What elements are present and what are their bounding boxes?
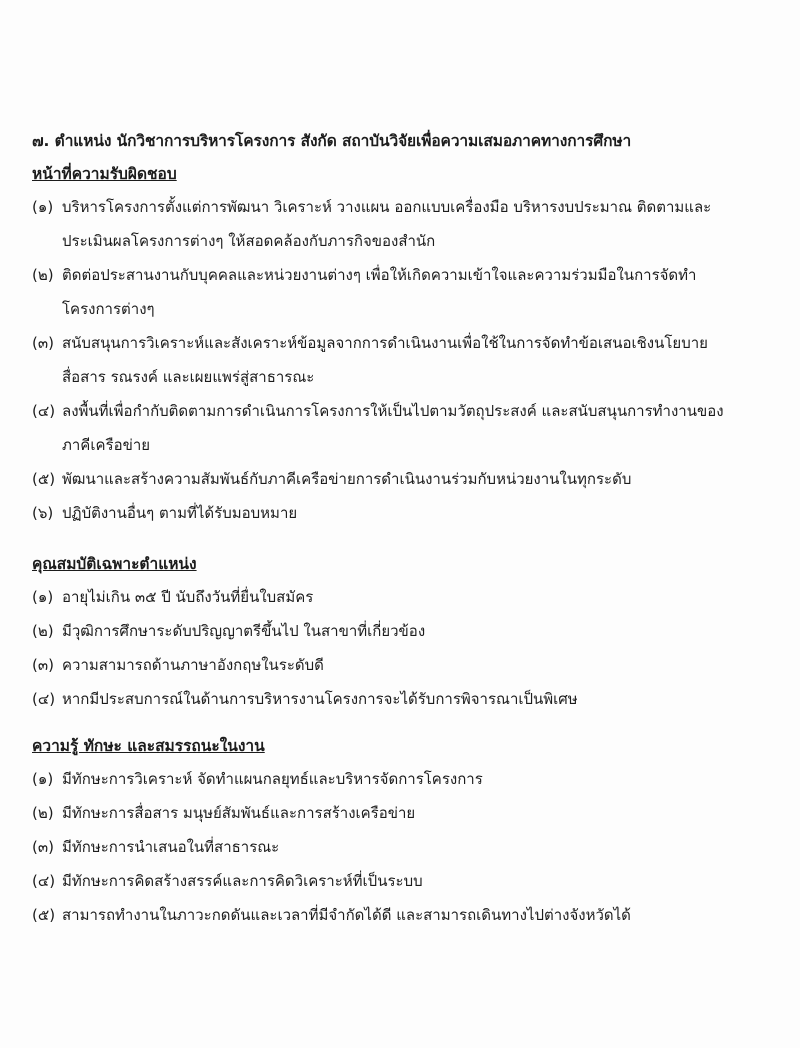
list-item — [32, 190, 794, 258]
item-number: (๔) — [32, 690, 56, 708]
item-text — [62, 830, 794, 864]
item-text — [62, 796, 794, 830]
item-text-line: มีทักษะการวิเคราะห์ จัดทำแผนกลยุทธ์และบริหารจัดการโครงการ — [62, 770, 483, 788]
section-spacer — [32, 716, 794, 730]
item-text-line: ลงพื้นที่เพื่อกำกับติดตามการดำเนินการโครงการให้เป็นไปตามวัตถุประสงค์ และสนับสนุนการทำงานของ — [62, 402, 724, 420]
item-text — [62, 258, 794, 326]
item-text-line: ติดต่อประสานงานกับบุคคลและหน่วยงานต่างๆ เพื่อให้เกิดความเข้าใจและความร่วมมือในการจัดทำ — [62, 266, 697, 284]
list-item — [32, 580, 794, 614]
section-heading-skills: ความรู้ ทักษะ และสมรรถนะในงาน — [32, 737, 265, 755]
item-number: (๑) — [32, 588, 54, 606]
item-text-line: สามารถทำงานในภาวะกดดันและเวลาที่มีจำกัดได้ดี และสามารถเดินทางไปต่างจังหวัดได้ — [62, 906, 631, 924]
section-heading-responsibilities: หน้าที่ความรับผิดชอบ — [32, 165, 177, 183]
item-text-line: มีทักษะการสื่อสาร มนุษย์สัมพันธ์และการสร้างเครือข่าย — [62, 804, 416, 822]
list-item — [32, 762, 794, 796]
document-body — [32, 124, 794, 932]
item-text-line: มีทักษะการคิดสร้างสรรค์และการคิดวิเคราะห์ที่เป็นระบบ — [62, 872, 423, 890]
item-text-line: มีทักษะการนำเสนอในที่สาธารณะ — [62, 838, 280, 856]
item-number: (๕) — [32, 906, 56, 924]
list-item — [32, 898, 794, 932]
item-text-line: ประเมินผลโครงการต่างๆ ให้สอดคล้องกับภารกิจของสำนัก — [62, 232, 436, 250]
item-number: (๑) — [32, 770, 54, 788]
list-item — [32, 258, 794, 326]
item-text-line: มีวุฒิการศึกษาระดับปริญญาตรีขึ้นไป ในสาขาที่เกี่ยวข้อง — [62, 622, 426, 640]
list-item — [32, 496, 794, 530]
item-text-line: โครงการต่างๆ — [62, 300, 155, 318]
item-number: (๒) — [32, 622, 54, 640]
item-text — [62, 580, 794, 614]
item-number: (๓) — [32, 334, 54, 352]
list-item — [32, 326, 794, 394]
item-text-line: พัฒนาและสร้างความสัมพันธ์กับภาคีเครือข่ายการดำเนินงานร่วมกับหน่วยงานในทุกระดับ — [62, 470, 632, 488]
list-item — [32, 796, 794, 830]
item-number: (๖) — [32, 504, 54, 522]
item-text — [62, 682, 794, 716]
item-text — [62, 496, 794, 530]
section-heading-qualifications: คุณสมบัติเฉพาะตำแหน่ง — [32, 555, 197, 573]
item-text — [62, 864, 794, 898]
list-item — [32, 864, 794, 898]
item-text-line: ความสามารถด้านภาษาอังกฤษในระดับดี — [62, 656, 324, 674]
item-text-line: ภาคีเครือข่าย — [62, 436, 151, 454]
item-number: (๔) — [32, 402, 56, 420]
item-text — [62, 648, 794, 682]
list-item — [32, 394, 794, 462]
item-number: (๒) — [32, 266, 54, 284]
item-number: (๔) — [32, 872, 56, 890]
item-number: (๓) — [32, 656, 54, 674]
item-text — [62, 190, 794, 258]
item-text — [62, 762, 794, 796]
item-text-line: สนับสนุนการวิเคราะห์และสังเคราะห์ข้อมูลจากการดำเนินงานเพื่อใช้ในการจัดทำข้อเสนอเชิงนโยบาย — [62, 334, 708, 352]
item-text — [62, 898, 794, 932]
list-item — [32, 462, 794, 496]
item-text-line: ปฏิบัติงานอื่นๆ ตามที่ได้รับมอบหมาย — [62, 504, 298, 522]
list-item — [32, 682, 794, 716]
list-item — [32, 614, 794, 648]
item-number: (๓) — [32, 838, 54, 856]
position-title: ๗. ตำแหน่ง นักวิชาการบริหารโครงการ สังกัด สถาบันวิจัยเพื่อความเสมอภาคทางการศึกษา — [32, 132, 632, 150]
item-text-line: อายุไม่เกิน ๓๕ ปี นับถึงวันที่ยื่นใบสมัคร — [62, 588, 314, 606]
list-item — [32, 830, 794, 864]
item-text-line: บริหารโครงการตั้งแต่การพัฒนา วิเคราะห์ วางแผน ออกแบบเครื่องมือ บริหารงบประมาณ ติดตามและ — [62, 198, 712, 216]
section-spacer — [32, 530, 794, 548]
item-text — [62, 462, 794, 496]
item-number: (๒) — [32, 804, 54, 822]
item-number: (๑) — [32, 198, 54, 216]
item-text — [62, 394, 794, 462]
item-text — [62, 614, 794, 648]
item-text-line: หากมีประสบการณ์ในด้านการบริหารงานโครงการจะได้รับการพิจารณาเป็นพิเศษ — [62, 690, 578, 708]
item-text-line: สื่อสาร รณรงค์ และเผยแพร่สู่สาธารณะ — [62, 368, 315, 386]
item-text — [62, 326, 794, 394]
item-number: (๕) — [32, 470, 56, 488]
list-item — [32, 648, 794, 682]
